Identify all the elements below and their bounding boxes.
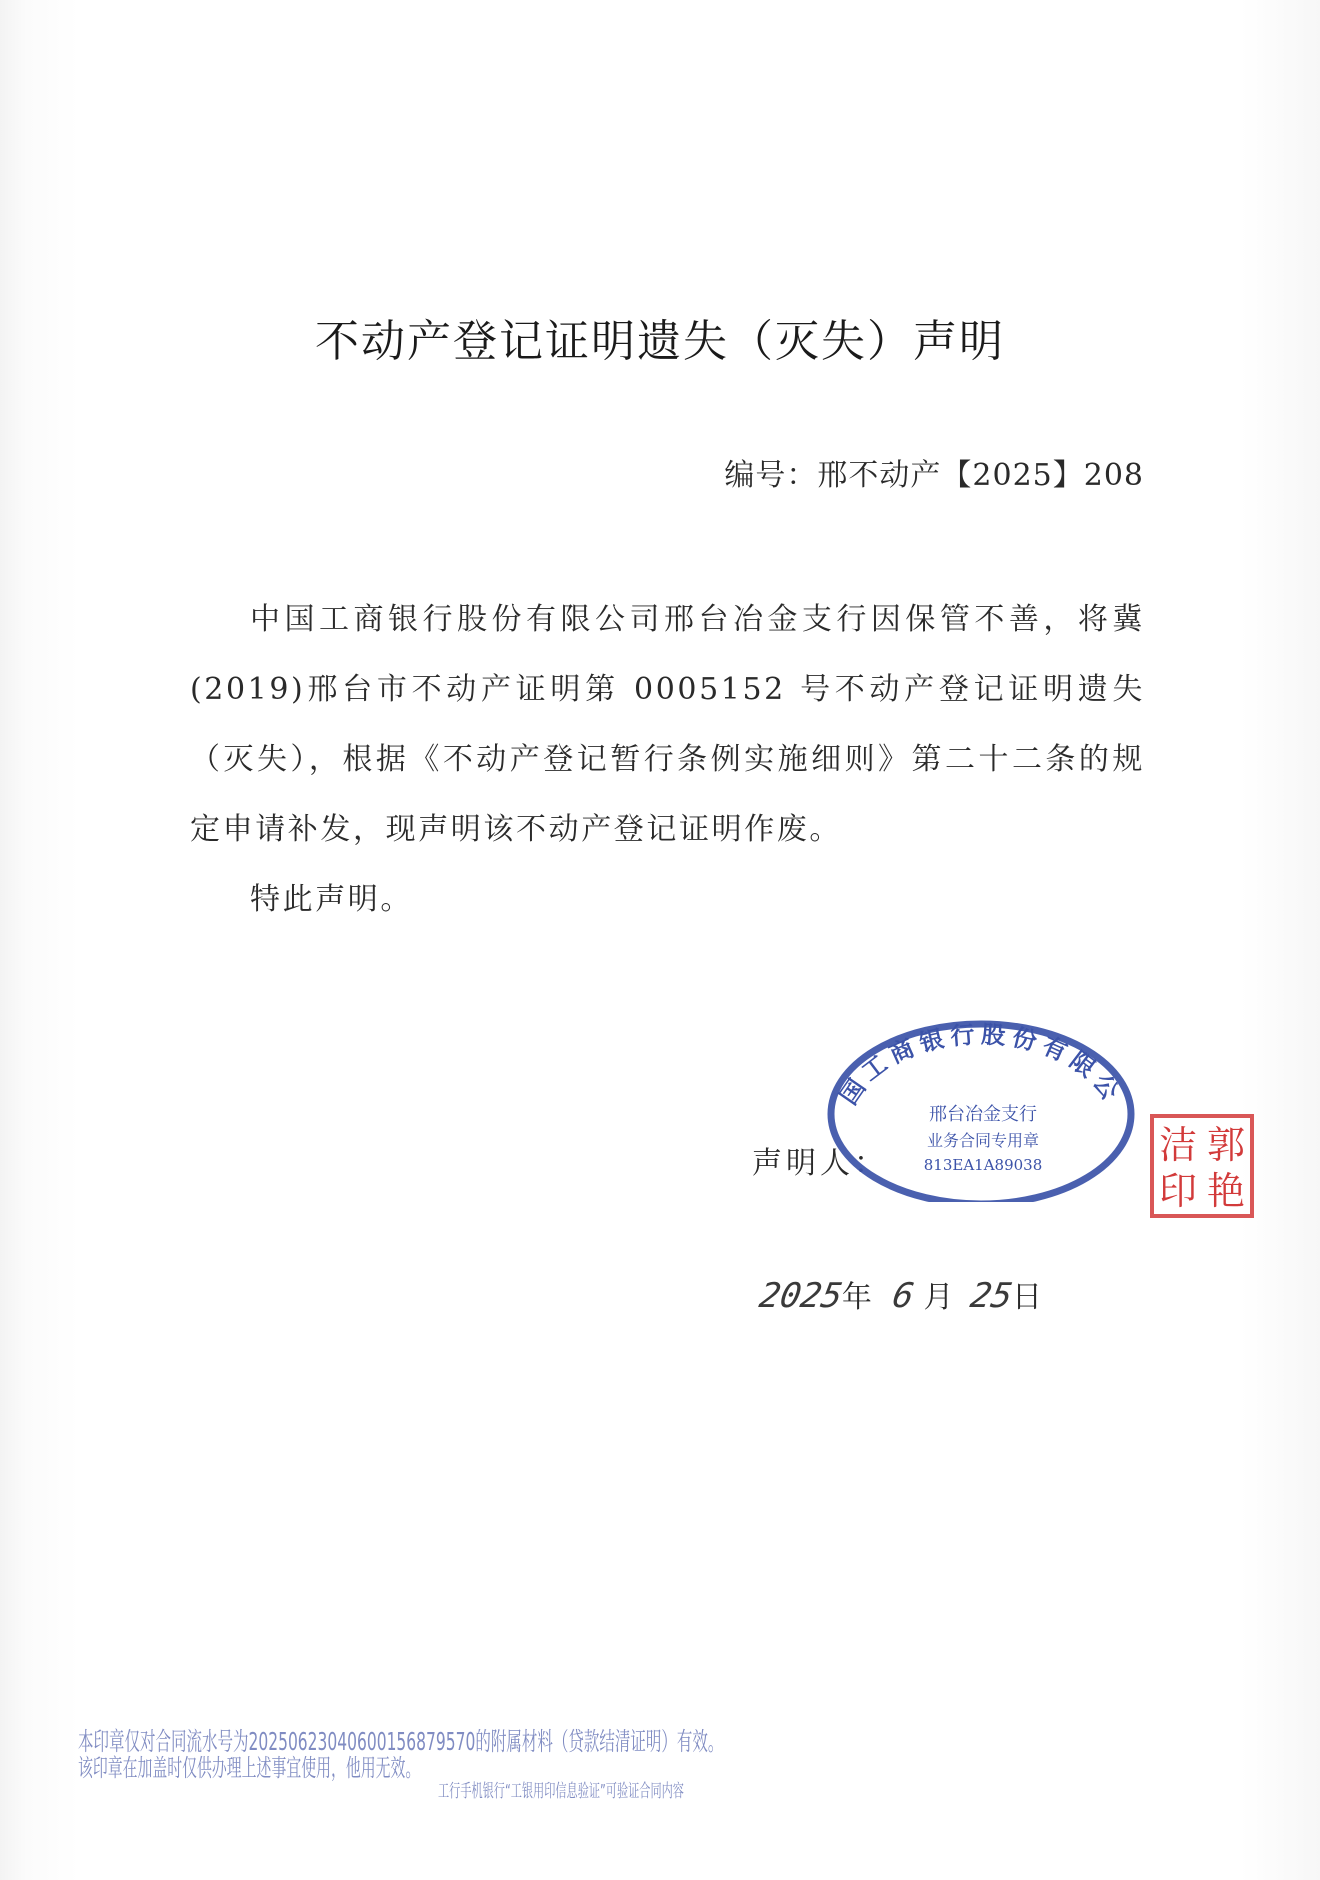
date-year: 2025	[756, 1276, 846, 1316]
svg-text:印: 印	[1158, 1169, 1198, 1213]
bank-seal	[820, 1002, 1140, 1202]
notice-line-3: 工行手机银行“工银用印信息验证”可验证合同内容	[438, 1781, 684, 1802]
svg-text:洁: 洁	[1158, 1123, 1198, 1167]
statement-body	[190, 585, 1145, 935]
document-title: 不动产登记证明遗失（灭失）声明	[315, 316, 1005, 367]
svg-text:艳: 艳	[1206, 1169, 1246, 1213]
declarant-label: 声明人：	[752, 1146, 888, 1181]
document-number: 编号：邢不动产【2025】208	[724, 458, 1144, 493]
notice-line-2: 该印章在加盖时仅供办理上述事宜使用，他用无效。	[78, 1754, 421, 1782]
date-month: 6	[889, 1276, 918, 1316]
seal-branch-text: 邢台冶金支行	[929, 1104, 1037, 1125]
date-month-unit: 月	[923, 1280, 954, 1315]
date-day-unit: 日	[1011, 1280, 1042, 1315]
svg-text:郭: 郭	[1206, 1123, 1246, 1167]
date-year-unit: 年	[841, 1280, 872, 1315]
date-day: 25	[967, 1276, 1016, 1316]
personal-name-stamp	[1148, 1112, 1256, 1220]
closing-paragraph: 特此声明。	[250, 882, 413, 917]
statement-paragraph: 中国工商银行股份有限公司邢台冶金支行因保管不善，将冀(2019)邢台市不动产证明第 0005152 号不动产登记证明遗失（灭失），根据《不动产登记暂行条例实施细则》第二十二条的规定申请补发，现声明该不动产登记证明作废。	[190, 602, 1145, 847]
seal-purpose-text: 业务合同专用章	[926, 1131, 1040, 1150]
statement-date	[756, 1272, 1042, 1316]
notice-line-1: 本印章仅对合同流水号为20250623040600156879570的附属材料（贷款结清证明）有效。	[78, 1727, 724, 1756]
seal-usage-notice	[78, 1728, 878, 1803]
seal-outer-text: 国工商银行股份有限公	[833, 1019, 1129, 1110]
seal-code-text: 813EA1A89038	[923, 1156, 1043, 1174]
